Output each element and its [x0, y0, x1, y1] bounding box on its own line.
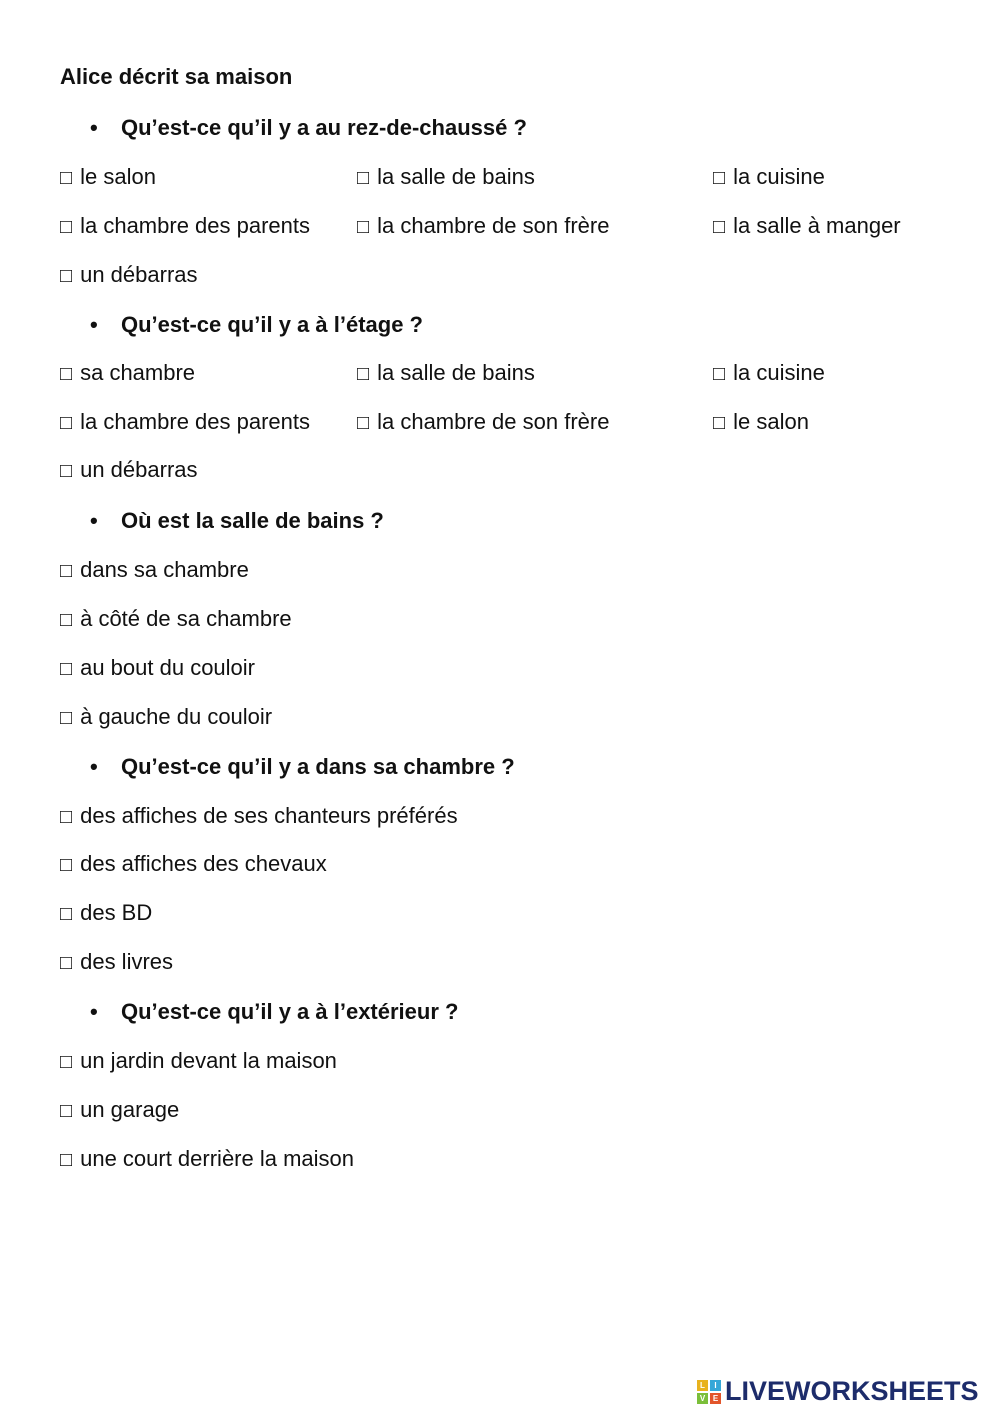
option-label: des livres [80, 949, 174, 974]
question-heading [90, 506, 384, 536]
option-checkbox[interactable] [60, 162, 156, 193]
option-label: des affiches de ses chanteurs préférés [80, 803, 458, 828]
option-label: au bout du couloir [80, 655, 255, 680]
question-heading [90, 752, 515, 782]
option-label: la chambre des parents [80, 409, 310, 434]
checkbox-icon[interactable]: □ [60, 363, 73, 385]
bullet-icon: • [90, 754, 98, 779]
checkbox-icon[interactable]: □ [60, 265, 73, 287]
checkbox-icon[interactable]: □ [60, 806, 73, 828]
option-checkbox[interactable] [357, 358, 535, 389]
checkbox-icon[interactable]: □ [60, 167, 73, 189]
option-checkbox[interactable] [60, 947, 173, 978]
option-checkbox[interactable] [60, 1095, 179, 1126]
option-checkbox[interactable] [60, 358, 195, 389]
option-checkbox[interactable] [60, 604, 292, 635]
checkbox-icon[interactable]: □ [60, 1149, 73, 1171]
checkbox-icon[interactable]: □ [60, 412, 73, 434]
option-checkbox[interactable] [60, 211, 310, 242]
question-text: Qu’est-ce qu’il y a au rez-de-chaussé ? [121, 115, 527, 140]
option-checkbox[interactable] [713, 211, 901, 242]
option-checkbox[interactable] [60, 702, 272, 733]
option-checkbox[interactable] [60, 555, 249, 586]
checkbox-icon[interactable]: □ [60, 460, 73, 482]
option-label: le salon [80, 164, 156, 189]
option-label: un débarras [80, 457, 198, 482]
bullet-icon: • [90, 312, 98, 337]
question-heading [90, 310, 423, 340]
checkbox-icon[interactable]: □ [60, 854, 73, 876]
checkbox-icon[interactable]: □ [60, 1100, 73, 1122]
option-label: la salle de bains [377, 360, 535, 385]
option-label: la chambre de son frère [377, 213, 610, 238]
option-label: un débarras [80, 262, 198, 287]
checkbox-icon[interactable]: □ [60, 952, 73, 974]
checkbox-icon[interactable]: □ [357, 167, 370, 189]
option-checkbox[interactable] [60, 1046, 337, 1077]
option-checkbox[interactable] [60, 455, 198, 486]
option-label: le salon [733, 409, 809, 434]
option-label: la salle de bains [377, 164, 535, 189]
option-checkbox[interactable] [713, 407, 809, 438]
worksheet-title: Alice décrit sa maison [60, 64, 293, 89]
question-text: Qu’est-ce qu’il y a à l’étage ? [121, 312, 423, 337]
question-heading [90, 113, 527, 143]
option-label: un garage [80, 1097, 180, 1122]
option-checkbox[interactable] [60, 1144, 354, 1175]
checkbox-icon[interactable]: □ [357, 216, 370, 238]
logo-text: LIVEWORKSHEETS [725, 1376, 979, 1406]
option-checkbox[interactable] [60, 653, 255, 684]
option-checkbox[interactable] [60, 801, 458, 832]
option-label: la salle à manger [733, 213, 901, 238]
checkbox-icon[interactable]: □ [357, 363, 370, 385]
checkbox-icon[interactable]: □ [357, 412, 370, 434]
option-label: la cuisine [733, 360, 825, 385]
logo-mark-cell: V [697, 1393, 708, 1404]
logo-mark-cell: L [697, 1380, 708, 1391]
option-checkbox[interactable] [60, 407, 310, 438]
checkbox-icon[interactable]: □ [60, 1051, 73, 1073]
question-text: Qu’est-ce qu’il y a à l’extérieur ? [121, 999, 459, 1024]
liveworksheets-logo [697, 1376, 979, 1407]
option-label: des BD [80, 900, 153, 925]
option-label: la chambre des parents [80, 213, 310, 238]
checkbox-icon[interactable]: □ [60, 560, 73, 582]
option-checkbox[interactable] [357, 211, 609, 242]
checkbox-icon[interactable]: □ [60, 658, 73, 680]
question-heading [90, 997, 458, 1027]
bullet-icon: • [90, 999, 98, 1024]
checkbox-icon[interactable]: □ [713, 412, 726, 434]
logo-mark-cell: E [710, 1393, 721, 1404]
option-checkbox[interactable] [357, 407, 609, 438]
option-label: des affiches des chevaux [80, 851, 327, 876]
option-checkbox[interactable] [357, 162, 535, 193]
question-text: Où est la salle de bains ? [121, 508, 384, 533]
checkbox-icon[interactable]: □ [60, 216, 73, 238]
liveworksheets-logo-icon [697, 1380, 721, 1404]
option-checkbox[interactable] [60, 849, 327, 880]
option-checkbox[interactable] [713, 358, 825, 389]
option-label: un jardin devant la maison [80, 1048, 337, 1073]
option-label: à gauche du couloir [80, 704, 273, 729]
option-label: une court derrière la maison [80, 1146, 355, 1171]
checkbox-icon[interactable]: □ [60, 707, 73, 729]
checkbox-icon[interactable]: □ [713, 216, 726, 238]
option-checkbox[interactable] [713, 162, 825, 193]
option-label: dans sa chambre [80, 557, 249, 582]
option-checkbox[interactable] [60, 898, 152, 929]
logo-mark-cell: I [710, 1380, 721, 1391]
checkbox-icon[interactable]: □ [60, 609, 73, 631]
bullet-icon: • [90, 508, 98, 533]
option-label: sa chambre [80, 360, 196, 385]
checkbox-icon[interactable]: □ [713, 167, 726, 189]
bullet-icon: • [90, 115, 98, 140]
checkbox-icon[interactable]: □ [60, 903, 73, 925]
option-label: la cuisine [733, 164, 825, 189]
option-label: à côté de sa chambre [80, 606, 292, 631]
option-checkbox[interactable] [60, 260, 198, 291]
option-label: la chambre de son frère [377, 409, 610, 434]
question-text: Qu’est-ce qu’il y a dans sa chambre ? [121, 754, 515, 779]
checkbox-icon[interactable]: □ [713, 363, 726, 385]
